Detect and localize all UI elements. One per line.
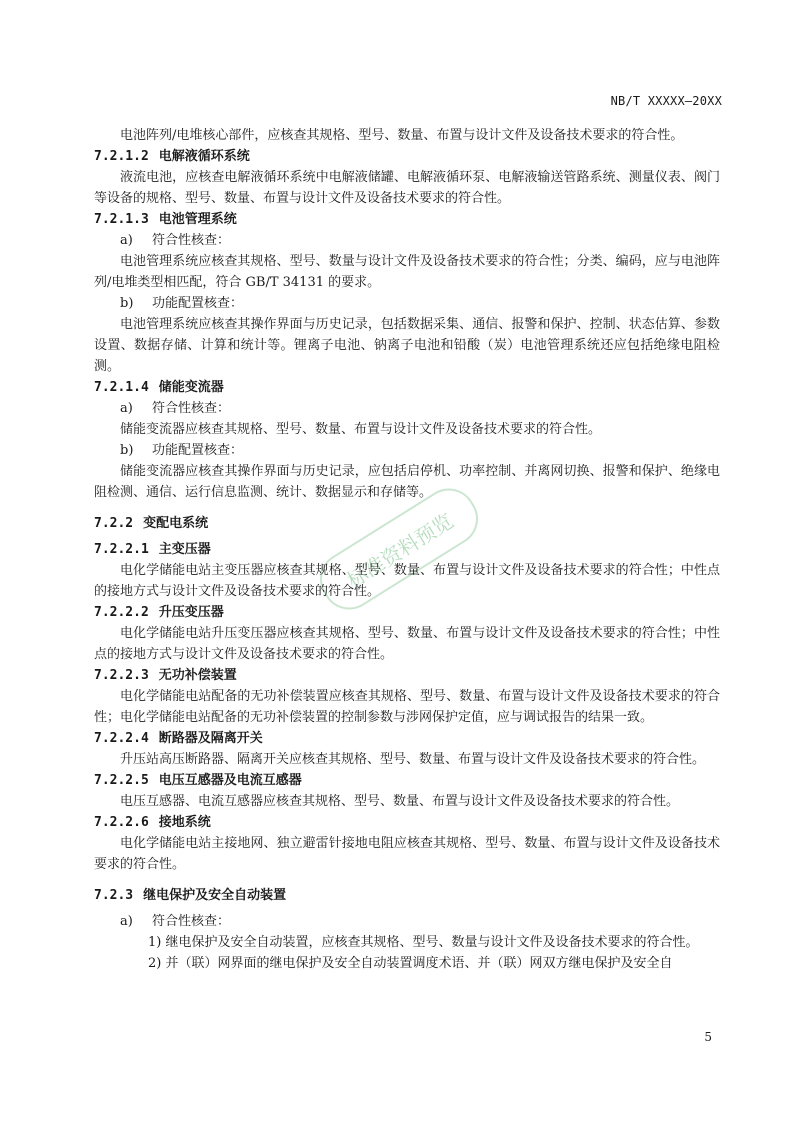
paragraph: 电压互感器、电流互感器应核查其规格、型号、数量、布置与设计文件及设备技术要求的符合性。 (120, 794, 680, 809)
paragraph: 储能变流器应核查其规格、型号、数量、布置与设计文件及设备技术要求的符合性。 (120, 422, 602, 437)
section-heading-7-2-2-1 (94, 539, 720, 560)
list-text: 功能配置核查： (152, 443, 244, 458)
paragraph: 电池管理系统应核查其操作界面与历史记录，包括数据采集、通信、报警和保护、控制、状态估算、参数设置、数据存储、计算和统计等。锂离子电池、钠离子电池和铅酸（炭）电池管理系统还应包括绝缘电阻检测。 (94, 317, 720, 374)
preview-watermark-stamp: 标准资料预览 (310, 478, 488, 619)
paragraph: 电化学储能电站主接地网、独立避雷针接地电阻应核查其规格、型号、数量、布置与设计文件及设备技术要求的符合性。 (94, 836, 720, 872)
paragraph: 升压站高压断路器、隔离开关应核查其规格、型号、数量、布置与设计文件及设备技术要求的符合性。 (120, 752, 706, 767)
list-text: 符合性核查： (152, 401, 231, 416)
list-item (94, 398, 720, 419)
section-heading-7-2-2 (94, 513, 720, 534)
section-number: 7.2.2.3 (94, 668, 149, 683)
sub-list-item: 2) 并（联）网界面的继电保护及安全自动装置调度术语、并（联）网双方继电保护及安全自 (148, 956, 673, 971)
section-number: 7.2.2.1 (94, 542, 149, 557)
list-label: a) (120, 233, 133, 248)
section-title: 升压变压器 (158, 605, 224, 620)
section-title: 继电保护及安全自动装置 (143, 888, 287, 903)
section-number: 7.2.2 (94, 516, 134, 531)
section-number: 7.2.3 (94, 888, 134, 903)
list-label: b) (120, 443, 134, 458)
section-heading-7-2-2-3 (94, 665, 720, 686)
list-label: b) (120, 296, 134, 311)
list-item (94, 911, 720, 932)
section-heading-7-2-3 (94, 885, 720, 906)
list-label: a) (120, 914, 133, 929)
list-text: 符合性核查： (152, 233, 231, 248)
section-title: 接地系统 (158, 815, 211, 830)
paragraph: 液流电池，应核查电解液循环系统中电解液储罐、电解液循环泵、电解液输送管路系统、测量仪表、阀门等设备的规格、型号、数量、布置与设计文件及设备技术要求的符合性。 (94, 170, 720, 206)
list-item (94, 293, 720, 314)
section-title: 电解液循环系统 (158, 149, 250, 164)
paragraph: 电池阵列/电堆核心部件，应核查其规格、型号、数量、布置与设计文件及设备技术要求的符合性。 (120, 128, 684, 143)
section-heading-7-2-2-2 (94, 602, 720, 623)
page-number: 5 (704, 1030, 712, 1044)
standard-code-header: NB/T XXXXX—20XX (610, 94, 722, 108)
sub-list-item: 1) 继电保护及安全自动装置，应核查其规格、型号、数量与设计文件及设备技术要求的符合性。 (148, 935, 699, 950)
list-item (94, 230, 720, 251)
section-heading-7-2-1-2 (94, 146, 720, 167)
section-number: 7.2.2.2 (94, 605, 149, 620)
section-number: 7.2.1.4 (94, 380, 149, 395)
list-item (94, 440, 720, 461)
section-title: 电池管理系统 (158, 212, 237, 227)
section-heading-7-2-2-5 (94, 770, 720, 791)
section-number: 7.2.1.2 (94, 149, 149, 164)
paragraph: 电池管理系统应核查其规格、型号、数量与设计文件及设备技术要求的符合性；分类、编码，应与电池阵列/电堆类型相匹配，符合 GB/T 34131 的要求。 (94, 254, 720, 290)
section-title: 变配电系统 (143, 516, 209, 531)
section-heading-7-2-2-6 (94, 812, 720, 833)
section-title: 电压互感器及电流互感器 (158, 773, 302, 788)
section-heading-7-2-1-4 (94, 377, 720, 398)
section-title: 主变压器 (158, 542, 211, 557)
document-body (94, 125, 720, 974)
section-number: 7.2.2.4 (94, 731, 149, 746)
section-heading-7-2-1-3 (94, 209, 720, 230)
section-number: 7.2.1.3 (94, 212, 149, 227)
section-title: 断路器及隔离开关 (158, 731, 263, 746)
list-text: 功能配置核查： (152, 296, 244, 311)
section-title: 储能变流器 (158, 380, 224, 395)
section-number: 7.2.2.5 (94, 773, 149, 788)
paragraph: 储能变流器应核查其操作界面与历史记录，应包括启停机、功率控制、并离网切换、报警和保护、绝缘电阻检测、通信、运行信息监测、统计、数据显示和存储等。 (94, 464, 720, 500)
paragraph: 电化学储能电站主变压器应核查其规格、型号、数量、布置与设计文件及设备技术要求的符合性；中性点的接地方式与设计文件及设备技术要求的符合性。 (94, 563, 720, 599)
list-label: a) (120, 401, 133, 416)
section-heading-7-2-2-4 (94, 728, 720, 749)
list-text: 符合性核查： (152, 914, 231, 929)
paragraph: 电化学储能电站配备的无功补偿装置应核查其规格、型号、数量、布置与设计文件及设备技术要求的符合性；电化学储能电站配备的无功补偿装置的控制参数与涉网保护定值，应与调试报告的结果一致。 (94, 689, 720, 725)
section-number: 7.2.2.6 (94, 815, 149, 830)
section-title: 无功补偿装置 (158, 668, 237, 683)
paragraph: 电化学储能电站升压变压器应核查其规格、型号、数量、布置与设计文件及设备技术要求的符合性；中性点的接地方式与设计文件及设备技术要求的符合性。 (94, 626, 720, 662)
